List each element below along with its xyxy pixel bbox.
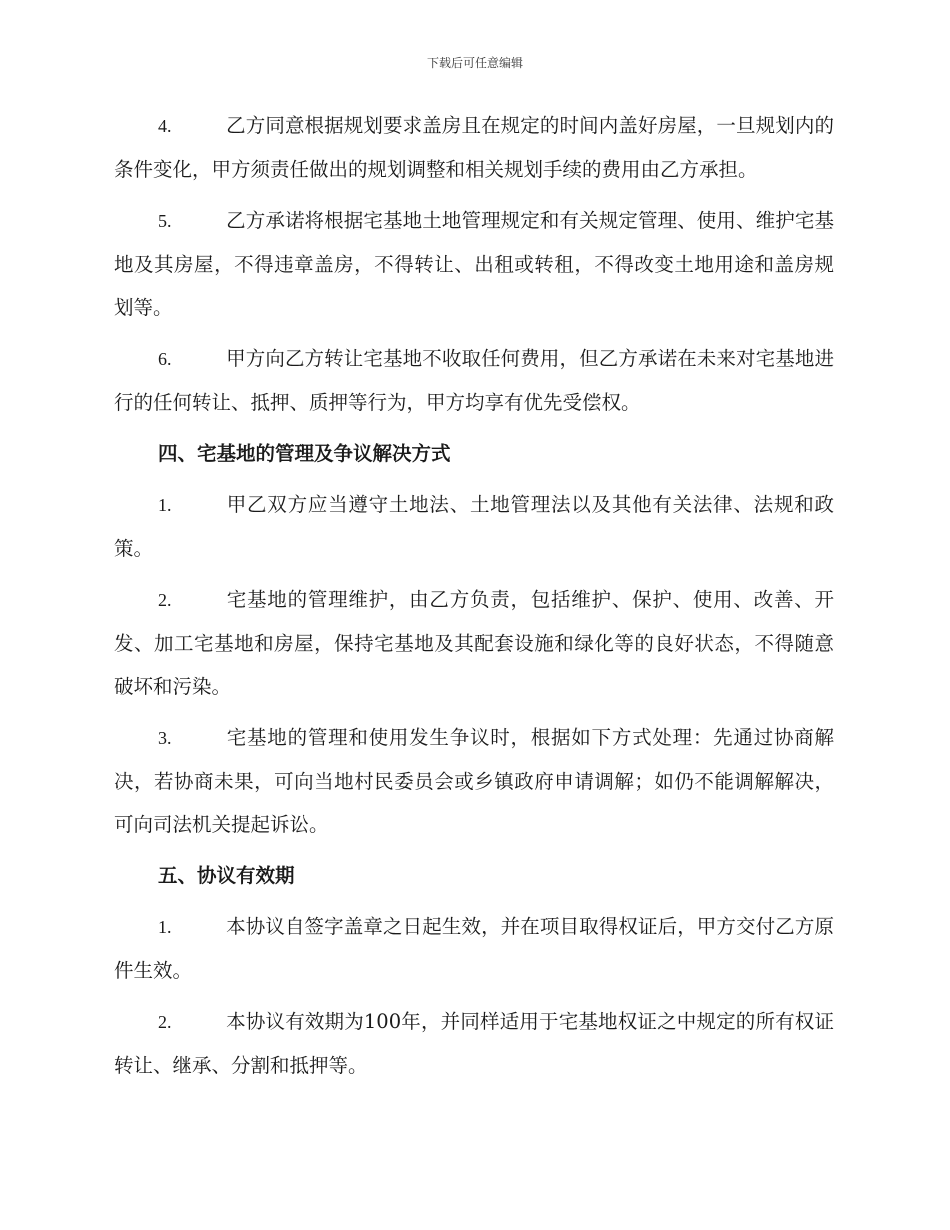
- clause-paragraph: [114, 905, 834, 992]
- clause-text: 本协议有效期为100年，并同样适用于宅基地权证之中规定的所有权证转让、继承、分割和抵押等。: [114, 1010, 834, 1077]
- clause-number: 4.: [158, 116, 172, 136]
- clause-paragraph: [114, 199, 834, 329]
- page-header: 下载后可任意编辑: [426, 56, 523, 70]
- clause-number: 1.: [158, 917, 172, 937]
- clause-text: 乙方同意根据规划要求盖房且在规定的时间内盖好房屋，一旦规划内的条件变化，甲方须责任做出的规划调整和相关规划手续的费用由乙方承担。: [114, 114, 834, 181]
- clause-number: 2.: [158, 590, 172, 610]
- document-body: [114, 104, 834, 1095]
- clause-paragraph: [114, 104, 834, 191]
- section-heading: 五、协议有效期: [158, 864, 295, 887]
- section-heading: 四、宅基地的管理及争议解决方式: [158, 442, 451, 465]
- clause-text: 乙方承诺将根据宅基地土地管理规定和有关规定管理、使用、维护宅基地及其房屋，不得违章盖房，不得转让、出租或转租，不得改变土地用途和盖房规划等。: [114, 209, 834, 319]
- clause-text: 宅基地的管理和使用发生争议时，根据如下方式处理：先通过协商解决，若协商未果，可向当地村民委员会或乡镇政府申请调解；如仍不能调解解决，可向司法机关提起诉讼。: [114, 726, 834, 836]
- clause-paragraph: [114, 337, 834, 424]
- clause-number: 2.: [158, 1012, 172, 1032]
- clause-paragraph: [114, 1000, 834, 1087]
- clause-paragraph: [114, 716, 834, 846]
- clause-text: 甲方向乙方转让宅基地不收取任何费用，但乙方承诺在未来对宅基地进行的任何转让、抵押、质押等行为，甲方均享有优先受偿权。: [114, 347, 834, 414]
- clause-paragraph: [114, 483, 834, 570]
- clause-text: 本协议自签字盖章之日起生效，并在项目取得权证后，甲方交付乙方原件生效。: [114, 915, 834, 982]
- clause-number: 1.: [158, 495, 172, 515]
- clause-number: 5.: [158, 211, 172, 231]
- clause-paragraph: [114, 578, 834, 708]
- clause-number: 6.: [158, 349, 172, 369]
- clause-number: 3.: [158, 728, 172, 748]
- clause-text: 甲乙双方应当遵守土地法、土地管理法以及其他有关法律、法规和政策。: [114, 493, 834, 560]
- clause-text: 宅基地的管理维护，由乙方负责，包括维护、保护、使用、改善、开发、加工宅基地和房屋，保持宅基地及其配套设施和绿化等的良好状态，不得随意破坏和污染。: [114, 588, 834, 698]
